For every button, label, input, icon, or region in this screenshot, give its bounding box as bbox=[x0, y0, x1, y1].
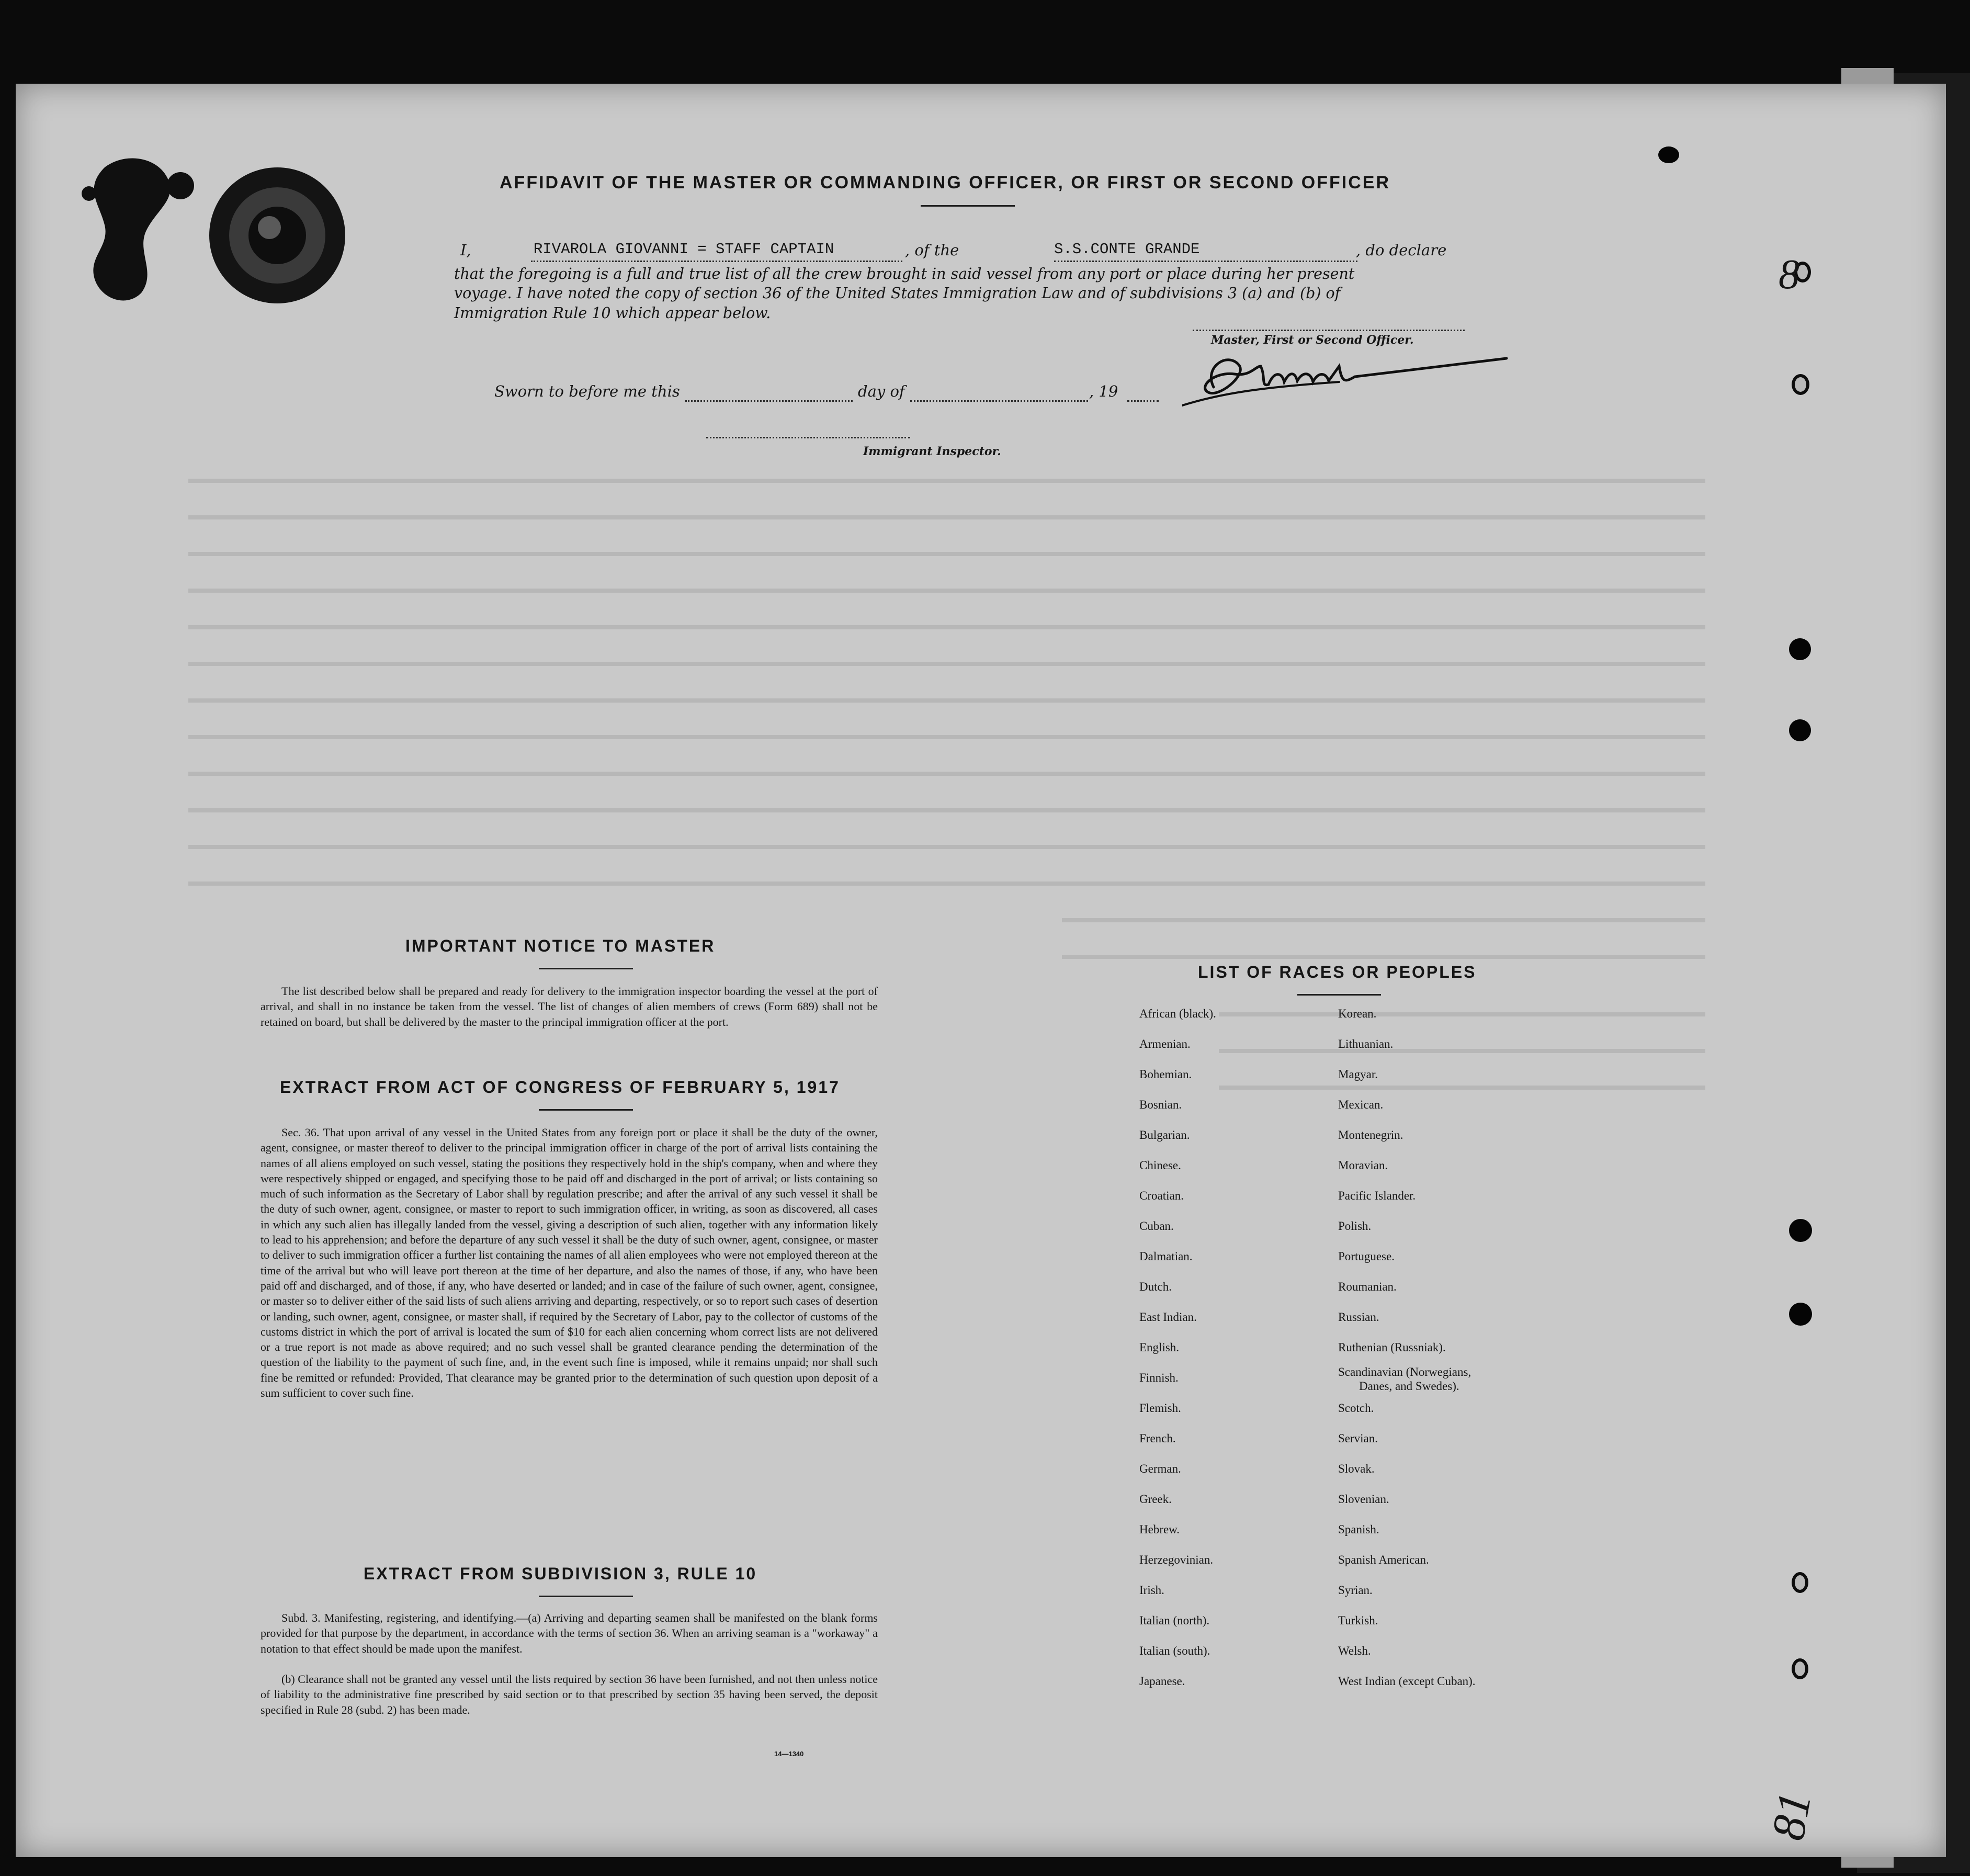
sworn-year-line bbox=[1127, 400, 1159, 402]
notice-title: IMPORTANT NOTICE TO MASTER bbox=[405, 936, 716, 955]
race-item: Japanese. bbox=[1139, 1675, 1185, 1688]
race-item: Russian. bbox=[1338, 1310, 1379, 1324]
ink-blot-stamp bbox=[82, 159, 194, 301]
race-item: Portuguese. bbox=[1338, 1250, 1395, 1263]
race-item: Pacific Islander. bbox=[1338, 1189, 1416, 1202]
race-item: African (black). bbox=[1139, 1007, 1216, 1020]
race-item: West Indian (except Cuban). bbox=[1338, 1675, 1476, 1688]
officer-name-line bbox=[531, 261, 902, 262]
race-item: Servian. bbox=[1338, 1432, 1378, 1445]
race-item: Scotch. bbox=[1338, 1402, 1374, 1415]
race-item: East Indian. bbox=[1139, 1310, 1197, 1324]
affidavit-line-1: I, bbox=[460, 241, 471, 259]
race-item: Italian (south). bbox=[1139, 1644, 1210, 1657]
race-item: Roumanian. bbox=[1338, 1280, 1397, 1293]
rule-para-b: (b) Clearance shall not be granted any vessel until the lists required by section 36 have been furnished, and not then unless notice of liability to the administrative fine prescribed by said section or to that prescribed by section 35 having been served, the deposit specified in Rule 28 (subd. 2) has been made. bbox=[261, 1672, 878, 1716]
race-item: Montenegrin. bbox=[1338, 1128, 1403, 1142]
race-item: Bohemian. bbox=[1139, 1068, 1192, 1081]
rule-underline bbox=[539, 1596, 633, 1597]
inspector-line bbox=[706, 437, 910, 438]
act-title: EXTRACT FROM ACT OF CONGRESS OF FEBRUARY 5, 1917 bbox=[280, 1078, 840, 1097]
affidavit-title: AFFIDAVIT OF THE MASTER OR COMMANDING OFFICER, OR FIRST OR SECOND OFFICER bbox=[500, 173, 1390, 193]
title-underline bbox=[921, 205, 1015, 207]
race-item: French. bbox=[1139, 1432, 1176, 1445]
race-item: Korean. bbox=[1338, 1007, 1377, 1020]
races-title: LIST OF RACES OR PEOPLES bbox=[1198, 963, 1477, 981]
race-item: Turkish. bbox=[1338, 1614, 1378, 1627]
race-item: Syrian. bbox=[1338, 1584, 1373, 1597]
rule-title: EXTRACT FROM SUBDIVISION 3, RULE 10 bbox=[364, 1564, 757, 1583]
punch-hole bbox=[1792, 1658, 1808, 1679]
races-underline bbox=[1297, 994, 1381, 996]
race-item: Mexican. bbox=[1338, 1098, 1384, 1111]
race-item: Slovak. bbox=[1338, 1462, 1375, 1475]
punch-hole bbox=[1658, 146, 1679, 163]
race-item: Croatian. bbox=[1139, 1189, 1184, 1202]
race-item: Ruthenian (Russniak). bbox=[1338, 1341, 1446, 1354]
race-item: Lithuanian. bbox=[1338, 1037, 1394, 1050]
race-item: Italian (north). bbox=[1139, 1614, 1210, 1627]
day-of-label: day of bbox=[858, 382, 905, 400]
race-item: Cuban. bbox=[1139, 1219, 1174, 1233]
races-left-column bbox=[1139, 1007, 1349, 1792]
race-item: Chinese. bbox=[1139, 1159, 1181, 1172]
race-item: Bulgarian. bbox=[1139, 1128, 1190, 1142]
affidavit-line-2: that the foregoing is a full and true list of all the crew brought in said vessel from any port or place during her present bbox=[454, 265, 1355, 282]
race-item: Spanish American. bbox=[1338, 1553, 1429, 1566]
act-underline bbox=[539, 1109, 633, 1111]
race-item: Armenian. bbox=[1139, 1037, 1191, 1050]
punch-hole bbox=[1789, 638, 1811, 660]
race-item: Flemish. bbox=[1139, 1402, 1181, 1415]
race-item: Finnish. bbox=[1139, 1371, 1179, 1384]
punch-hole bbox=[1792, 374, 1809, 395]
race-item: Welsh. bbox=[1338, 1644, 1371, 1657]
race-item: Dutch. bbox=[1139, 1280, 1172, 1293]
notice-text: The list described below shall be prepared and ready for delivery to the immigration inspector boarding the vessel at the port of arrival, and shall in no instance be taken from the vessel. The list of changes of alien members of crews (Form 689) shall not be retained on board, but shall be delivered by the master to the principal immigration officer at the port. bbox=[261, 985, 878, 1029]
sworn-month-line bbox=[910, 400, 1088, 402]
affidavit-line-3: voyage. I have noted the copy of section 36 of the United States Immigration Law and of subdivisions 3 (a) and (b) of bbox=[454, 285, 1341, 302]
sworn-label: Sworn to before me this bbox=[494, 382, 680, 400]
race-item: Moravian. bbox=[1338, 1159, 1388, 1172]
race-item: German. bbox=[1139, 1462, 1181, 1475]
race-item: Polish. bbox=[1338, 1219, 1372, 1233]
act-text: Sec. 36. That upon arrival of any vessel in the United States from any foreign port or place it shall be the duty of the owner, agent, consignee, or master thereof to deliver to the principal immigration officer in charge of the port of arrival lists containing the names of all aliens employed on such vessel, stating the positions they respectively hold in the ship's company, when and where they were respectively shipped or engaged, and specifying those to be paid off and discharged in the port of arrival; or lists containing so much of such information as the Secretary of Labor shall by regulation prescribe; and after the arrival of any such vessel it shall be the duty of such owner, agent, consignee, or master to report to such immigration officer, in writing, as soon as discovered, all cases in which any such alien has illegally landed from the vessel, giving a description of such alien, together with any information likely to lead to his apprehension; and before the departure of any such vessel it shall be the duty of such owner, agent, consignee, or master to deliver to such immigration officer a further list containing the names of all alien employees who were not employed thereon at the time of the arrival but who will leave port thereon at the time of her departure, and also the names of those, if any, who have been paid off and discharged, and of those, if any, who have deserted or landed; and in case of the failure of such owner, agent, consignee, or master so to deliver either of the said lists of such aliens arriving and departing, respectively, or so to report such cases of desertion or landing, such owner, agent, consignee, or master shall, if required by the Secretary of Labor, pay to the collector of customs of the customs district in which the port of arrival is located the sum of $10 for each alien concerning whom correct lists are not delivered or a true report is not made as above required; and no such vessel shall be granted clearance pending the determination of the question of the liability to the payment of such fine, and, in the event such fine is imposed, while it remains unpaid; nor shall such fine be remitted or refunded: Provided, That clearance may be granted prior to the determination of such question upon deposit of a sum sufficient to cover such fine. bbox=[261, 1126, 878, 1400]
notice-underline bbox=[539, 968, 633, 969]
punch-hole bbox=[1789, 1303, 1812, 1326]
race-item: Hebrew. bbox=[1139, 1523, 1180, 1536]
of-the-label: , of the bbox=[905, 241, 959, 259]
year-label: , 19 bbox=[1089, 382, 1118, 400]
round-seal-stamp bbox=[209, 167, 345, 303]
signature-caption: Master, First or Second Officer. bbox=[1211, 333, 1414, 347]
race-item: Scandinavian (Norwegians, bbox=[1338, 1365, 1471, 1378]
race-item-continued: Danes, and Swedes). bbox=[1359, 1380, 1459, 1393]
inspector-caption: Immigrant Inspector. bbox=[863, 445, 1001, 458]
margin-mark: 8 bbox=[1779, 252, 1799, 298]
race-item: Magyar. bbox=[1338, 1068, 1378, 1081]
race-item: Herzegovinian. bbox=[1139, 1553, 1214, 1566]
form-number: 14—1340 bbox=[774, 1750, 804, 1758]
vessel-name-field: S.S.CONTE GRANDE bbox=[1054, 241, 1200, 258]
customs-stamps bbox=[68, 136, 361, 324]
vessel-name-line bbox=[1054, 261, 1357, 262]
races-right-column bbox=[1338, 1007, 1652, 1792]
race-item: Dalmatian. bbox=[1139, 1250, 1193, 1263]
rule-para-a: Subd. 3. Manifesting, registering, and identifying.—(a) Arriving and departing seamen shall be manifested on the blank forms provided for that purpose by the department, in accordance with the terms of section 36. When an arriving seaman is a "workaway" a notation to that effect should be made upon the manifest. bbox=[261, 1611, 878, 1655]
punch-hole bbox=[1792, 1572, 1808, 1593]
punch-hole bbox=[1789, 1219, 1812, 1242]
punch-hole bbox=[1789, 719, 1811, 741]
declare-label: , do declare bbox=[1356, 241, 1447, 259]
sworn-day-line bbox=[685, 400, 853, 402]
race-item: Spanish. bbox=[1338, 1523, 1379, 1536]
race-item: Slovenian. bbox=[1338, 1493, 1389, 1506]
race-item: Greek. bbox=[1139, 1493, 1172, 1506]
manifest-page bbox=[16, 84, 1946, 1857]
race-item: Irish. bbox=[1139, 1584, 1164, 1597]
page-number-handwritten: 81 bbox=[1762, 1788, 1821, 1844]
race-item: Bosnian. bbox=[1139, 1098, 1182, 1111]
officer-signature bbox=[1182, 335, 1548, 413]
race-item: English. bbox=[1139, 1341, 1180, 1354]
affidavit-line-4: Immigration Rule 10 which appear below. bbox=[454, 304, 771, 322]
officer-name-field: RIVAROLA GIOVANNI = STAFF CAPTAIN bbox=[534, 241, 834, 258]
